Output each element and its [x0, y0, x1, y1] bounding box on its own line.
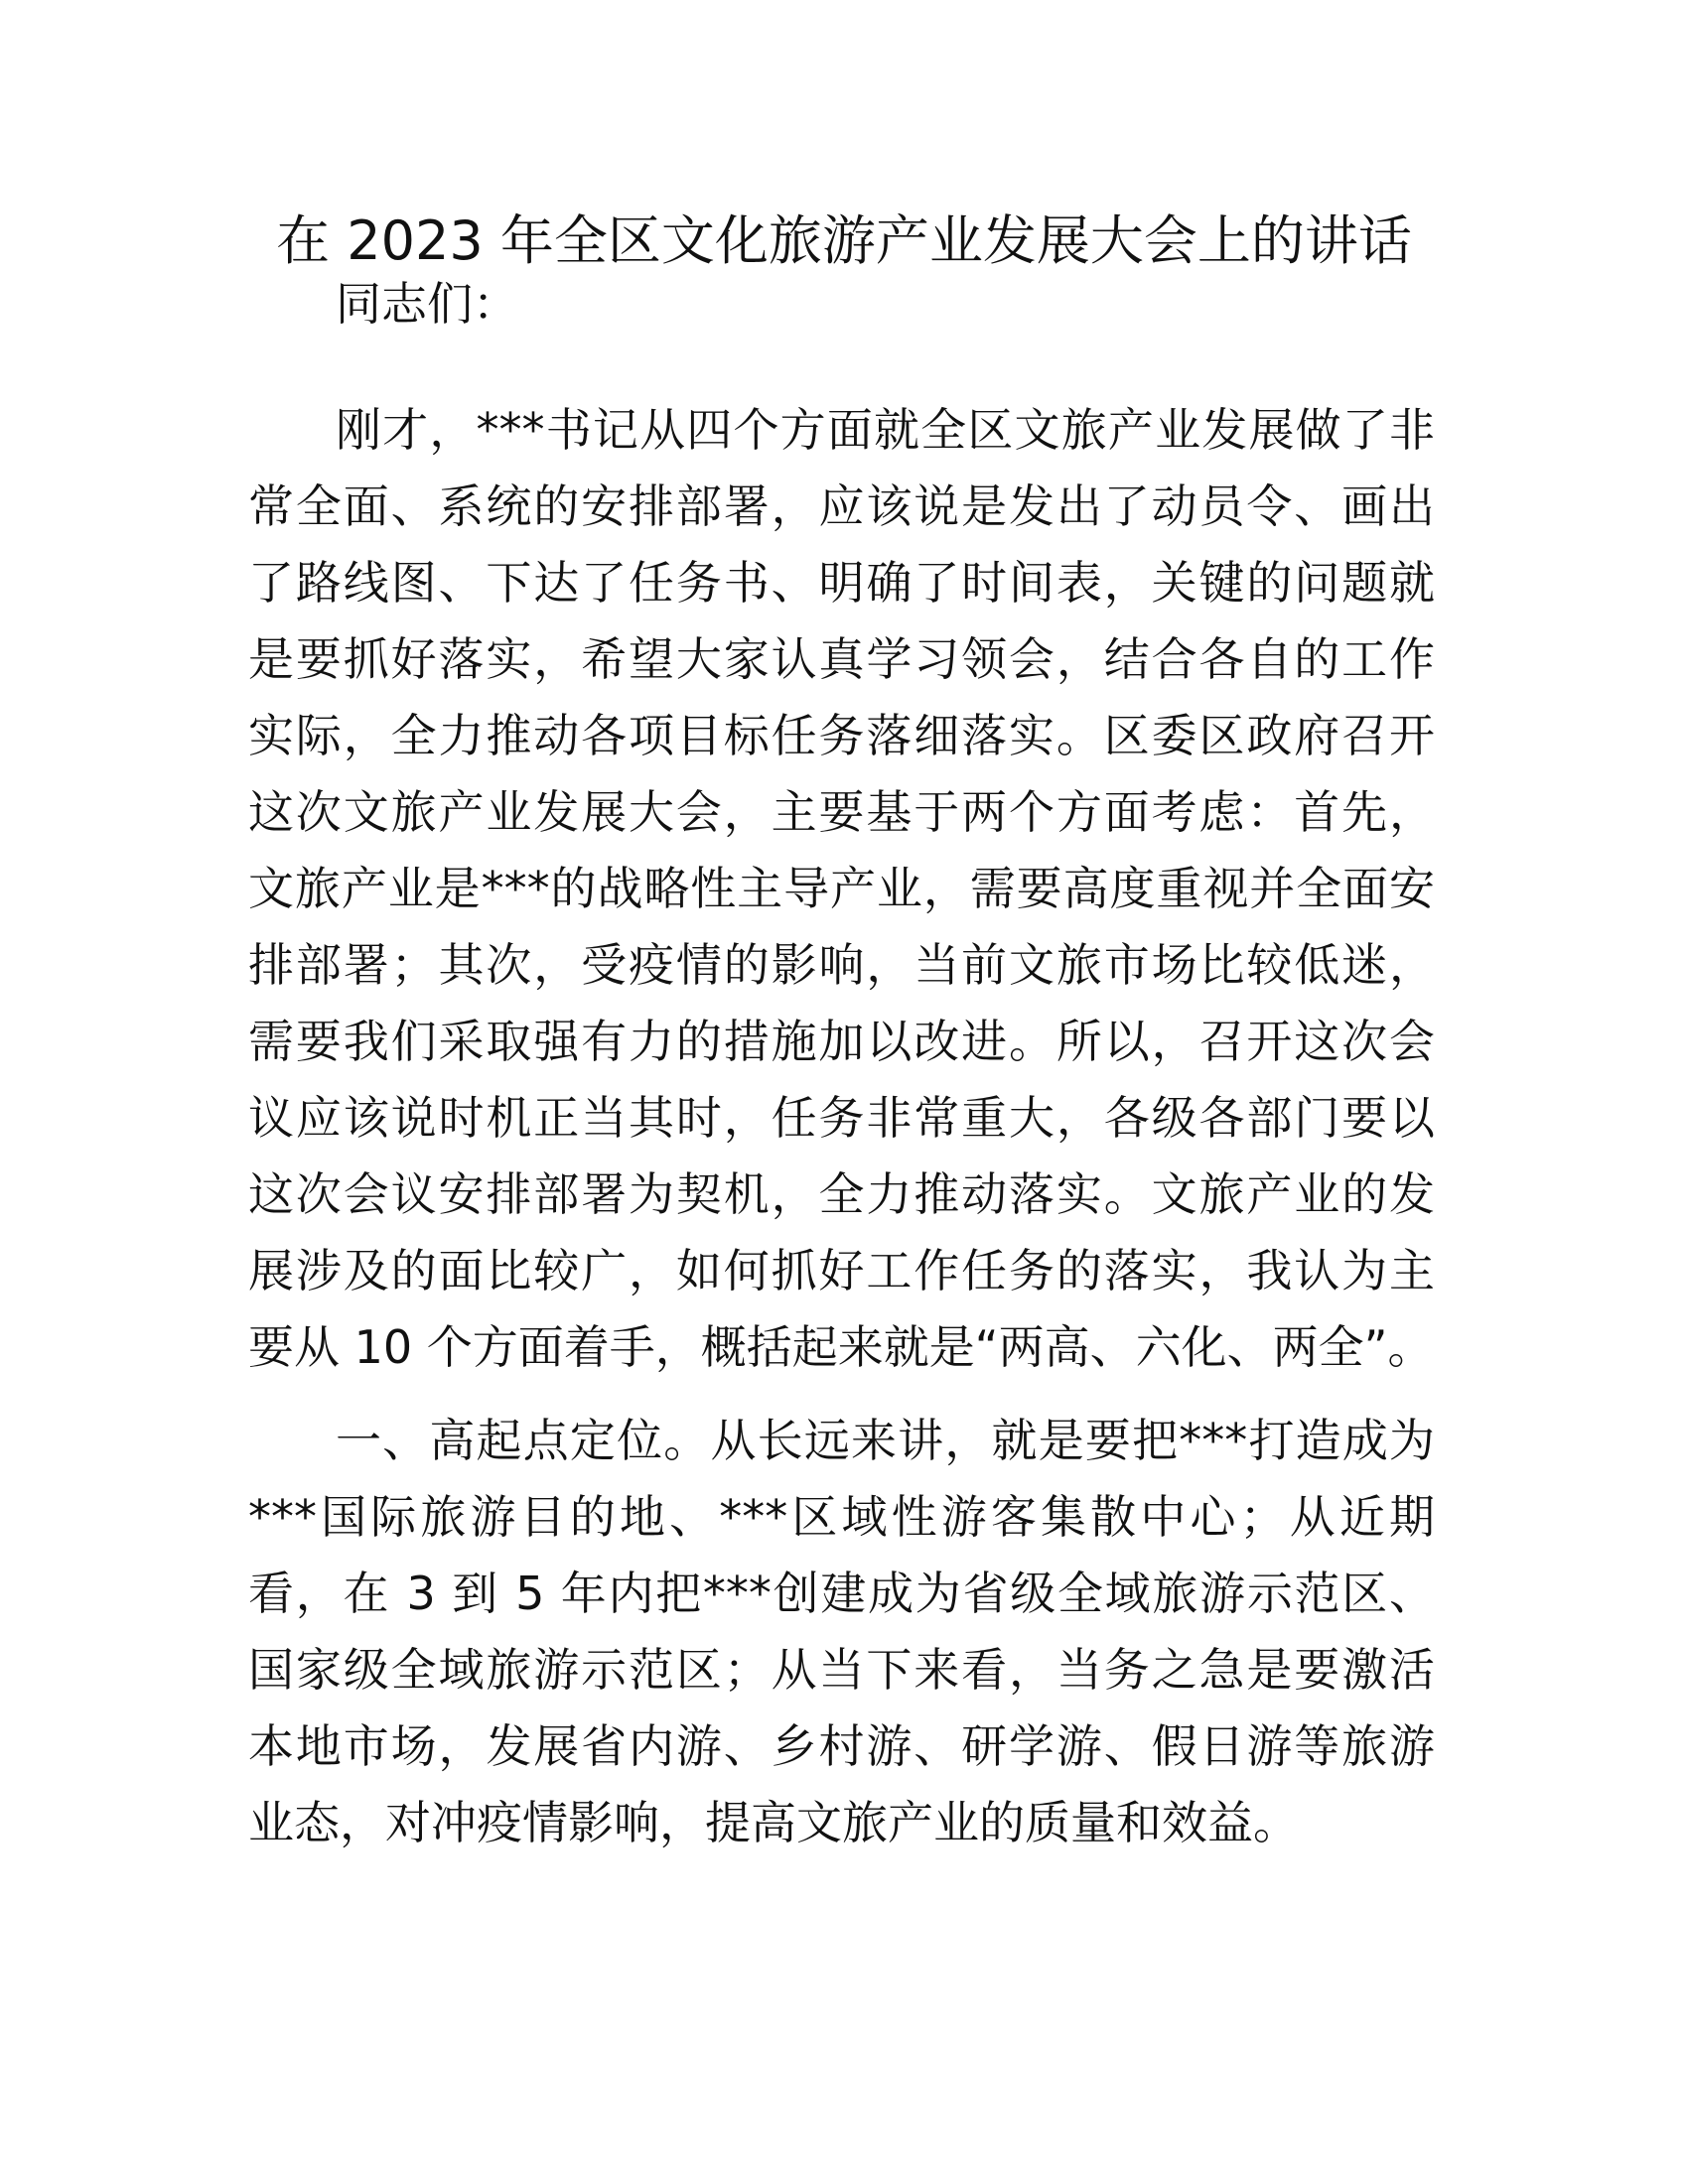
greeting-text: 同志们：: [336, 277, 518, 331]
document-title: 在 2023 年全区文化旅游产业发展大会上的讲话: [276, 209, 1412, 272]
paragraph-section-one: 一、高起点定位。从长远来讲，就是要把***打造成为***国际旅游目的地、***区域性游客集散中心；从近期看，在 3 到 5 年内把***创建成为省级全域旅游示范区、国家级全域旅游示范区；从当下来看，当务之急是要激活本地市场，发展省内游、乡村游、研学游、假日游等旅游业态，对冲疫情影响，提高文旅产业的质量和效益。: [248, 1414, 1435, 1849]
greeting-block: [248, 266, 1435, 359]
document-body: [248, 392, 1435, 1878]
paragraph-intro: 刚才，***书记从四个方面就全区文旅产业发展做了非常全面、系统的安排部署，应该说是发出了动员令、画出了路线图、下达了任务书、明确了时间表，关键的问题就是要抓好落实，希望大家认真学习领会，结合各自的工作实际，全力推动各项目标任务落细落实。区委区政府召开这次文旅产业发展大会，主要基于两个方面考虑：首先，文旅产业是***的战略性主导产业，需要高度重视并全面安排部署；其次，受疫情的影响，当前文旅市场比较低迷，需要我们采取强有力的措施加以改进。所以，召开这次会议应该说时机正当其时，任务非常重大，各级各部门要以这次会议安排部署为契机，全力推动落实。文旅产业的发展涉及的面比较广，如何抓好工作任务的落实，我认为主要从 10 个方面着手，概括起来就是“两高、六化、两全”。: [248, 403, 1435, 1374]
